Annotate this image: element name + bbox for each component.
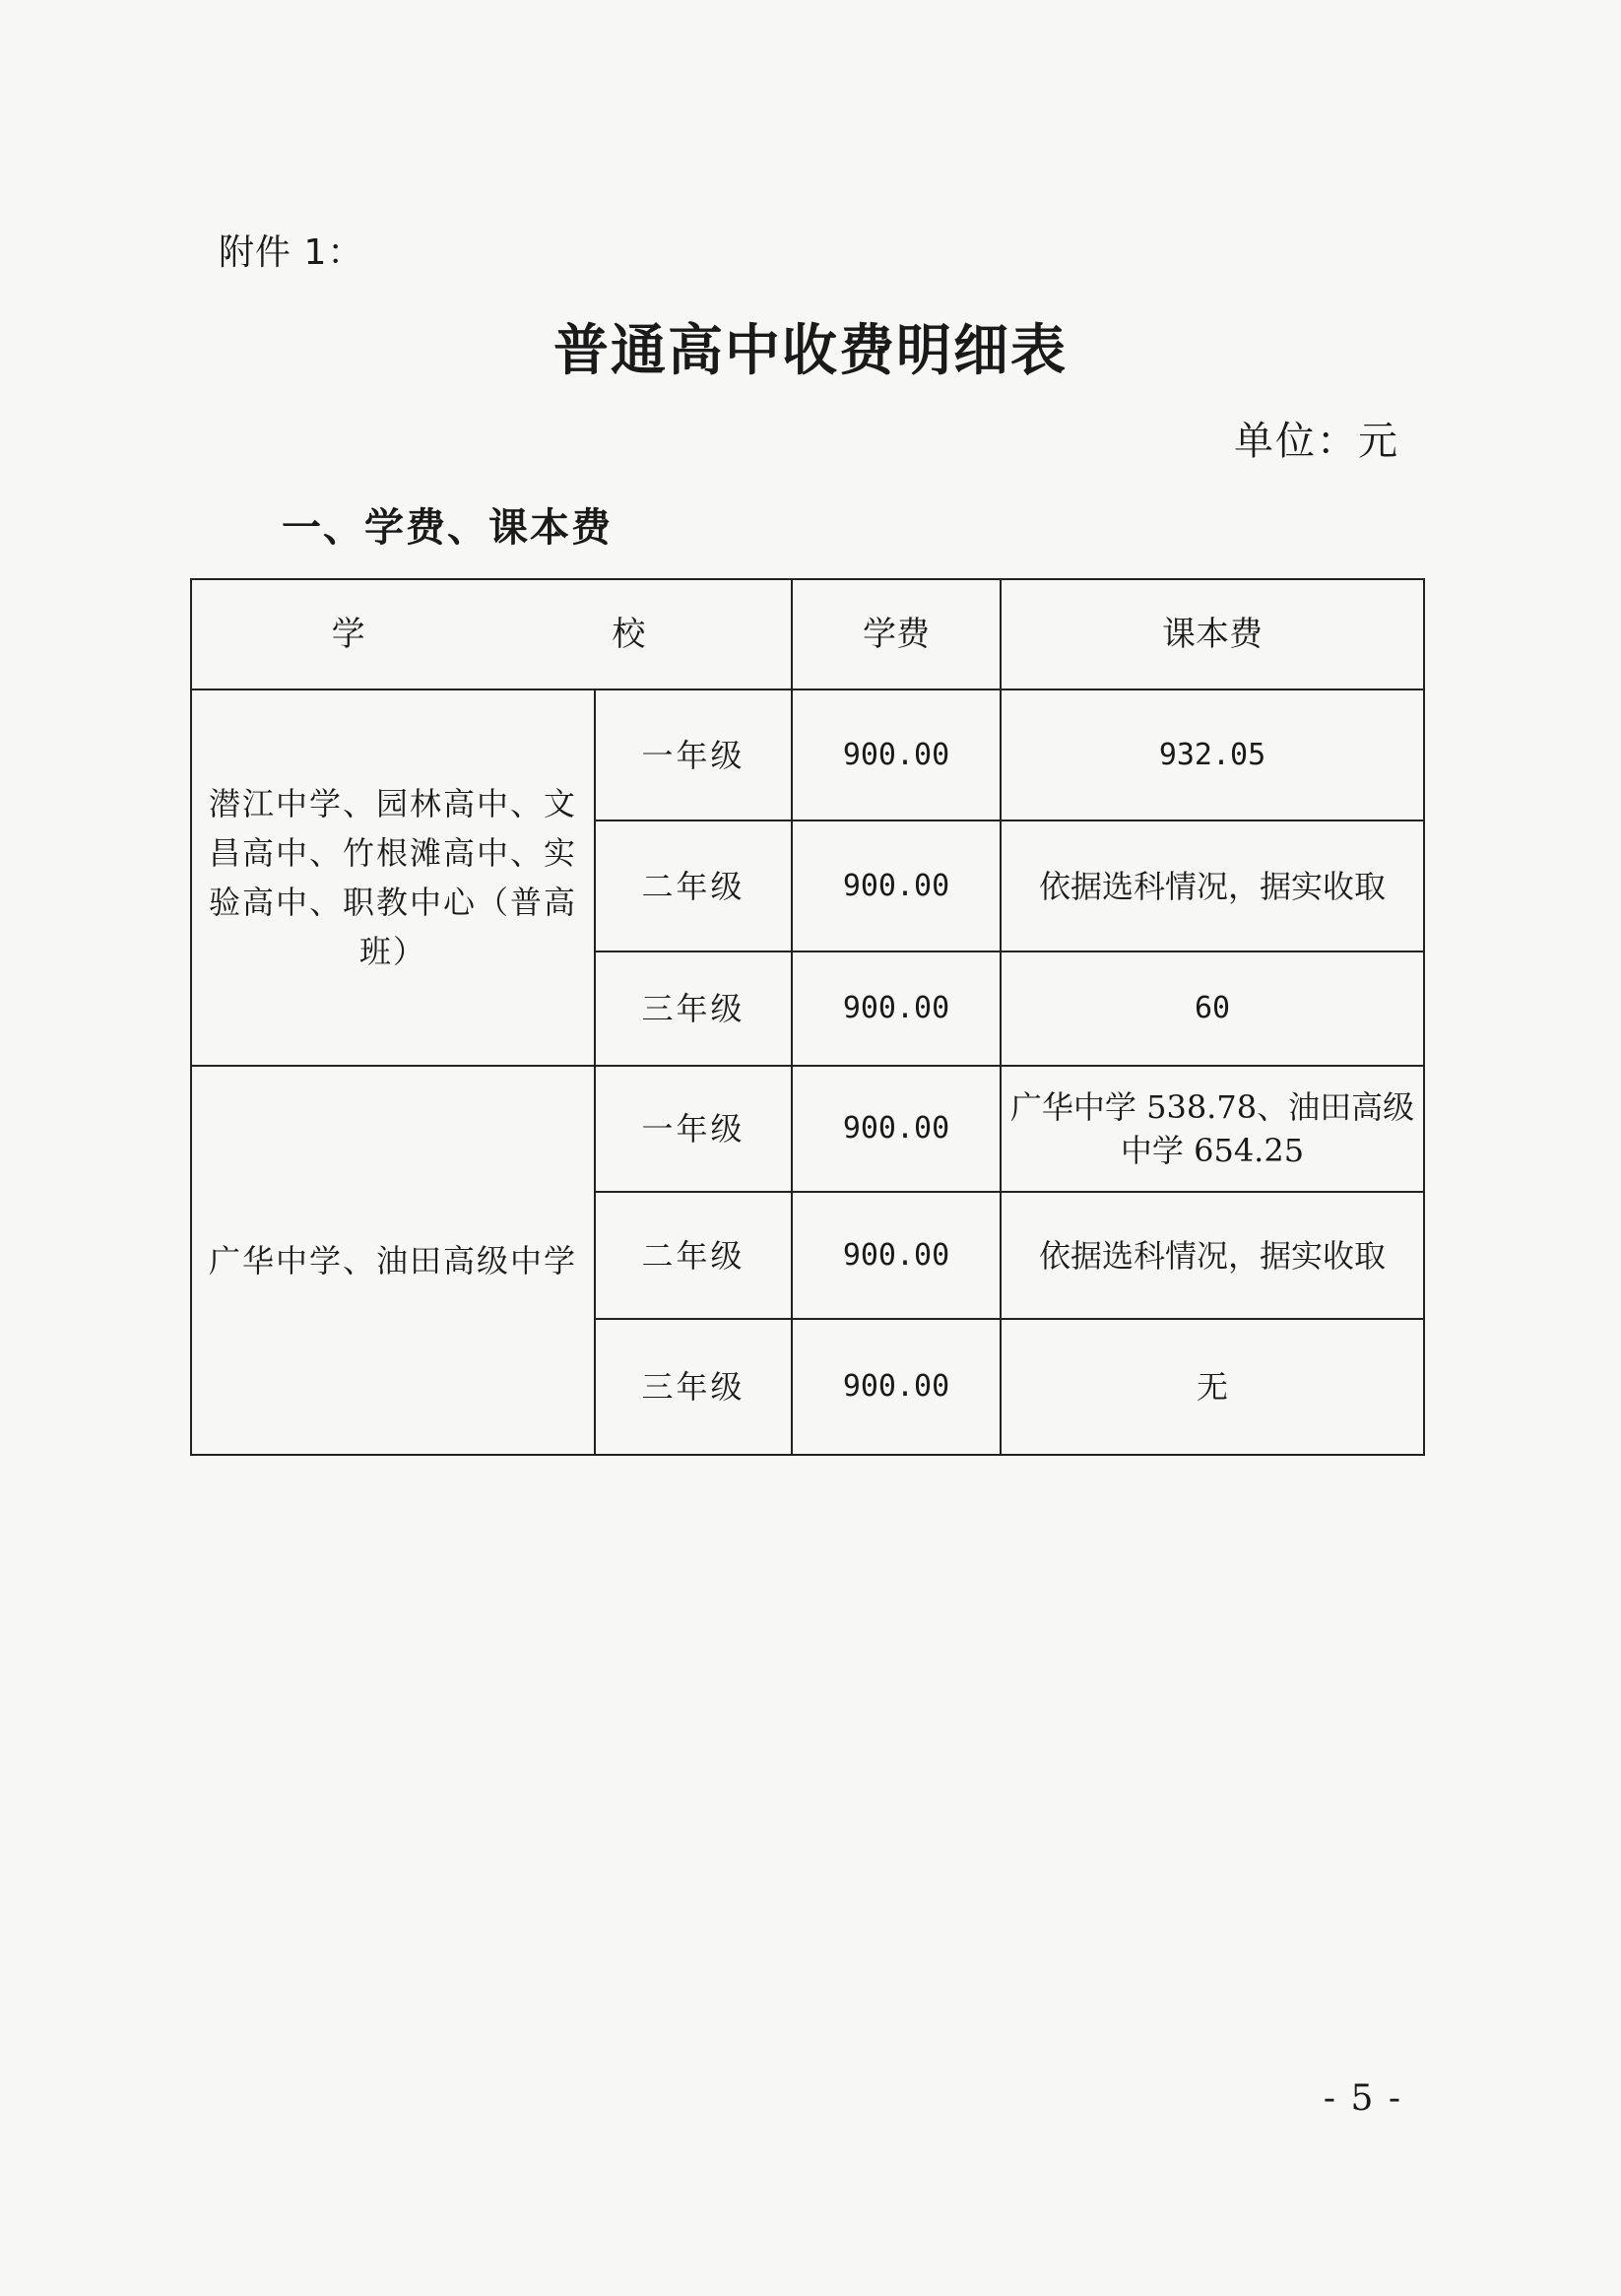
table-header-row: [191, 579, 1424, 689]
grade-cell: 一年级: [595, 689, 792, 820]
tuition-cell: 900.00: [792, 1066, 1001, 1192]
grade-cell: 二年级: [595, 1192, 792, 1319]
textbook-cell: 依据选科情况，据实收取: [1001, 1192, 1424, 1319]
grade-cell: 三年级: [595, 951, 792, 1066]
fee-table: [190, 578, 1425, 1456]
tuition-cell: 900.00: [792, 689, 1001, 820]
table-row: [191, 689, 1424, 820]
school-group-cell: 潜江中学、园林高中、文昌高中、竹根滩高中、实验高中、职教中心（普高班）: [191, 689, 595, 1066]
header-tuition: 学费: [792, 579, 1001, 689]
grade-cell: 三年级: [595, 1319, 792, 1455]
tuition-cell: 900.00: [792, 820, 1001, 951]
table-row: [191, 1066, 1424, 1192]
tuition-cell: 900.00: [792, 1319, 1001, 1455]
unit-label: 单位：元: [1234, 419, 1399, 464]
document-title: 普通高中收费明细表: [553, 318, 1068, 383]
header-school: 学 校: [191, 579, 792, 689]
textbook-cell: 广华中学 538.78、油田高级中学 654.25: [1001, 1066, 1424, 1192]
textbook-cell: 60: [1001, 951, 1424, 1066]
school-group-cell: 广华中学、油田高级中学: [191, 1066, 595, 1455]
textbook-cell: 932.05: [1001, 689, 1424, 820]
tuition-cell: 900.00: [792, 1192, 1001, 1319]
textbook-cell: 依据选科情况，据实收取: [1001, 820, 1424, 951]
section-heading: 一、学费、课本费: [282, 505, 613, 551]
grade-cell: 二年级: [595, 820, 792, 951]
attachment-label: 附件 1：: [219, 232, 364, 273]
page-number: - 5 -: [1323, 2078, 1402, 2119]
tuition-cell: 900.00: [792, 951, 1001, 1066]
grade-cell: 一年级: [595, 1066, 792, 1192]
header-textbook: 课本费: [1001, 579, 1424, 689]
textbook-cell: 无: [1001, 1319, 1424, 1455]
